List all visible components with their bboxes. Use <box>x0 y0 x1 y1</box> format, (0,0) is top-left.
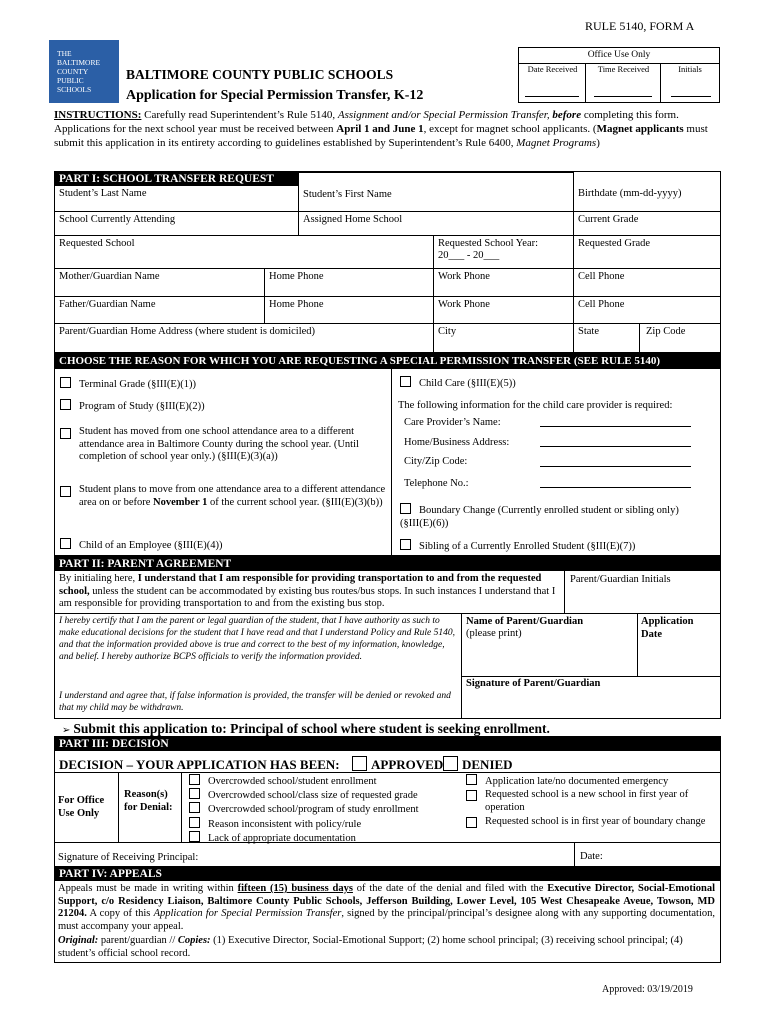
approved-option[interactable] <box>352 756 443 772</box>
zip-label: Zip Code <box>646 326 686 337</box>
denial-reason-option[interactable] <box>466 788 716 814</box>
appeals-text-part: of the date of the denial and filed with the <box>352 883 548 894</box>
provider-city-field[interactable] <box>540 466 691 467</box>
denial-reason-label: Reason inconsistent with policy/rule <box>208 818 362 830</box>
time-received-field[interactable] <box>594 96 652 97</box>
school-attending-label: School Currently Attending <box>59 214 176 225</box>
original-value: parent/guardian // <box>98 935 178 946</box>
child-care-info: The following information for the child care provider is required: <box>398 400 673 411</box>
appeals-form-name: Application for Special Permission Transfer <box>153 908 342 920</box>
child-care-label: Child Care (§III(E)(5)) <box>419 378 516 389</box>
birthdate-field[interactable] <box>574 172 720 212</box>
employee-checkbox[interactable] <box>60 538 71 549</box>
sibling-checkbox[interactable] <box>400 539 411 550</box>
principal-date-field[interactable] <box>610 844 718 866</box>
copies-label: Copies: <box>177 935 211 946</box>
denial-reason-checkbox[interactable] <box>189 817 200 828</box>
parent-signature-label: Signature of Parent/Guardian <box>466 678 601 689</box>
instructions-text: Carefully read Superintendent’s Rule 5140, <box>141 109 338 121</box>
arrow-icon: ➢ <box>62 725 71 736</box>
logo-line: SCHOOLS <box>57 85 92 94</box>
cell-phone-label: Cell Phone <box>578 271 625 282</box>
appeals-text-part: , signed by the principal/principal’s designee along with any supporting documentation, must accompany your appeal. <box>58 908 715 932</box>
part3-title: PART III: DECISION <box>55 737 720 751</box>
city-field[interactable] <box>434 324 574 352</box>
requested-school-label: Requested School <box>59 238 135 249</box>
parent-signature-field[interactable] <box>462 692 720 718</box>
requested-year-label: Requested School Year: <box>438 238 539 249</box>
instructions-text: completing this form. Applications for the next school year must be received between <box>54 109 679 135</box>
approved-date: Approved: 03/19/2019 <box>602 984 693 995</box>
cell-phone-label: Cell Phone <box>578 299 625 310</box>
mother-name-label: Mother/Guardian Name <box>59 271 160 282</box>
parent-initials-label: Parent/Guardian Initials <box>570 574 671 585</box>
moved-label: Student has moved from one school attendance area to a different attendance area in Baltimore County during the school year. (Until completion of school year only.) (§III(E)(3)(a)) <box>79 426 359 462</box>
principal-signature-label: Signature of Receiving Principal: <box>58 852 199 863</box>
logo-line: PUBLIC <box>57 76 84 85</box>
requested-year-blank: 20___ - 20___ <box>438 250 500 261</box>
denial-reason-checkbox[interactable] <box>466 774 477 785</box>
instructions-magnet-rule: Magnet Programs <box>516 137 597 149</box>
application-date-label: Application Date <box>641 616 694 640</box>
office-use-box <box>518 47 720 103</box>
instructions-magnet: Magnet applicants <box>596 123 684 135</box>
submit-text: Submit this application to: Principal of school where student is seeking enrollment. <box>73 721 550 736</box>
current-grade-field[interactable] <box>574 212 720 236</box>
home-address-label: Parent/Guardian Home Address (where student is domiciled) <box>59 326 316 337</box>
provider-address-label: Home/Business Address: <box>404 437 510 448</box>
home-school-label: Assigned Home School <box>303 214 403 225</box>
transport-agreement <box>59 573 559 611</box>
program-of-study-label: Program of Study (§III(E)(2)) <box>79 401 205 412</box>
birthdate-label: Birthdate (mm-dd-yyyy) <box>578 188 682 199</box>
denial-reason-label: Overcrowded school/program of study enrollment <box>208 804 419 816</box>
provider-phone-field[interactable] <box>540 487 691 488</box>
denial-reason-option[interactable] <box>189 788 419 802</box>
original-label: Original: <box>58 935 99 946</box>
instructions-rule-title: Assignment and/or Special Permission Transfer, <box>337 109 550 121</box>
transport-emphasis: I understand that I am responsible for providing transportation to and from the requested school, <box>59 573 542 597</box>
boundary-option[interactable] <box>400 503 710 530</box>
parent-name-sub: (please print) <box>466 628 522 639</box>
approved-label: APPROVED <box>371 757 444 772</box>
father-home-phone-field[interactable] <box>265 297 434 324</box>
work-phone-label: Work Phone <box>438 271 490 282</box>
transport-text: unless the student can be accommodated by existing bus routes/bus stops. In such instances I understand that I am responsible for providing transportation to and from the existing bus stop. <box>59 585 556 609</box>
school-attending-field[interactable] <box>55 212 299 236</box>
office-use-title: Office Use Only <box>519 48 719 64</box>
mother-cell-phone-field[interactable] <box>574 269 720 297</box>
child-care-checkbox[interactable] <box>400 376 411 387</box>
denial-reason-option[interactable] <box>466 774 716 788</box>
form-title: Application for Special Permission Transfer, K-12 <box>126 88 424 103</box>
provider-address-field[interactable] <box>540 446 691 447</box>
date-received-field[interactable] <box>525 96 579 97</box>
application-date-field[interactable] <box>638 644 720 675</box>
denial-reason-label: Overcrowded school/student enrollment <box>208 776 377 787</box>
father-name-label: Father/Guardian Name <box>59 299 156 310</box>
denial-reason-option[interactable] <box>189 802 419 816</box>
parent-name-field[interactable] <box>462 642 636 675</box>
father-cell-phone-field[interactable] <box>574 297 720 324</box>
mother-home-phone-field[interactable] <box>265 269 434 297</box>
denied-checkbox[interactable] <box>443 756 458 771</box>
denial-reason-checkbox[interactable] <box>189 774 200 785</box>
logo-line: COUNTY <box>57 67 89 76</box>
plans-to-move-label: Student plans to move from one attendance area to a different attendance area on or before <box>79 484 386 508</box>
false-info-statement: I understand and agree that, if false information is provided, the transfer will be denied or revoked and that my child may be withdrawn. <box>59 691 451 713</box>
principal-signature-field[interactable] <box>210 844 573 866</box>
appeals-text-part: Appeals must be made in writing within <box>58 883 238 894</box>
instructions-emphasis: before <box>552 109 582 121</box>
denial-reasons-left <box>189 774 419 845</box>
denial-reason-checkbox[interactable] <box>189 831 200 842</box>
certify-statement: I hereby certify that I am the parent or legal guardian of the student, that I have authority as such to make educational decisions for the student that I have read and that I understand Policy and Rule 5140, and that the information provided above is true and correct to the best of my information, knowledge, and belief. I hereby authorize BCPS officials to verify the information provided. <box>59 616 455 662</box>
student-first-name-field[interactable] <box>299 172 574 212</box>
student-last-name-field[interactable] <box>55 186 299 212</box>
state-field[interactable] <box>574 324 640 352</box>
plans-to-move-label: of the current school year. (§III(E)(3)(b)) <box>207 496 383 508</box>
denial-reasons-right <box>466 774 716 828</box>
approved-checkbox[interactable] <box>352 756 367 771</box>
sibling-label: Sibling of a Currently Enrolled Student (§III(E)(7)) <box>419 541 636 552</box>
employee-option[interactable] <box>60 538 222 553</box>
sibling-option[interactable] <box>400 539 635 554</box>
terminal-grade-checkbox[interactable] <box>60 377 71 388</box>
distribution-text <box>58 935 715 960</box>
denied-label: DENIED <box>462 757 513 772</box>
child-care-option[interactable] <box>400 376 516 391</box>
requested-grade-field[interactable] <box>574 236 720 269</box>
plans-to-move-option[interactable] <box>60 484 389 509</box>
home-phone-label: Home Phone <box>269 299 324 310</box>
instructions-text: ) <box>596 137 600 149</box>
date-received-label: Date Received <box>527 64 578 74</box>
reasons-for-denial-label: Reason(s) for Denial: <box>124 789 173 813</box>
instructions <box>54 108 734 150</box>
time-received-label: Time Received <box>597 64 650 74</box>
appeals-text-part: A copy of this <box>86 908 154 920</box>
plans-to-move-checkbox[interactable] <box>60 486 71 497</box>
initials-field[interactable] <box>671 96 711 97</box>
provider-phone-label: Telephone No.: <box>404 478 469 489</box>
instructions-label: INSTRUCTIONS: <box>54 109 142 121</box>
reasons-title: CHOOSE THE REASON FOR WHICH YOU ARE REQUESTING A SPECIAL PERMISSION TRANSFER (SEE RULE 5140) <box>55 354 720 369</box>
moved-option[interactable] <box>60 426 389 464</box>
student-first-name-label: Student’s First Name <box>303 189 392 200</box>
principal-date-label: Date: <box>580 851 603 862</box>
denial-reason-checkbox[interactable] <box>466 790 477 801</box>
denial-reason-option[interactable] <box>189 831 419 845</box>
father-work-phone-field[interactable] <box>434 297 574 324</box>
instructions-text: must submit this application in its entirety according to guidelines established by Superintendent’s Rule 6400, <box>54 123 708 149</box>
decision-label: DECISION – YOUR APPLICATION HAS BEEN: <box>59 757 340 772</box>
denial-reason-label: Requested school is in first year of boundary change <box>485 815 706 827</box>
denial-reason-checkbox[interactable] <box>189 802 200 813</box>
requested-school-field[interactable] <box>55 236 434 269</box>
work-phone-label: Work Phone <box>438 299 490 310</box>
provider-city-label: City/Zip Code: <box>404 456 468 467</box>
instructions-text: , except for magnet school applicants. ( <box>423 123 597 135</box>
denial-reason-option[interactable] <box>189 817 419 831</box>
provider-name-field[interactable] <box>540 426 691 427</box>
copies-value: (1) Executive Director, Social-Emotional Support; (2) home school principal; (3) receiving school principal; (4) student’s official school record. <box>58 935 683 959</box>
employee-label: Child of an Employee (§III(E)(4)) <box>79 540 223 551</box>
transport-text: By initialing here, <box>59 573 138 584</box>
denial-reason-label: Lack of appropriate documentation <box>208 832 356 844</box>
requested-grade-label: Requested Grade <box>578 238 651 249</box>
mother-name-field[interactable] <box>55 269 265 297</box>
logo-line: BALTIMORE <box>57 58 101 67</box>
plans-to-move-date: November 1 <box>153 496 208 508</box>
program-of-study-option[interactable] <box>60 399 205 414</box>
mother-work-phone-field[interactable] <box>434 269 574 297</box>
boundary-checkbox[interactable] <box>400 503 411 514</box>
zip-field[interactable] <box>640 324 720 352</box>
boundary-label: Boundary Change (Currently enrolled student or sibling only) (§III(E)(6)) <box>400 505 679 529</box>
appeals-address: Executive Director, Social-Emotional Support, c/o Residency Liaison, Baltimore County Public Schools, Jefferson Building, Lower Level, 105 West Chesapeake Aveue, Towson, MD 21204. <box>58 883 715 920</box>
parent-initials-field[interactable] <box>565 588 720 612</box>
father-name-field[interactable] <box>55 297 265 324</box>
denial-reason-option[interactable] <box>466 815 716 828</box>
terminal-grade-label: Terminal Grade (§III(E)(1)) <box>79 379 197 390</box>
provider-name-label: Care Provider’s Name: <box>404 417 501 428</box>
requested-year-field[interactable] <box>434 236 574 269</box>
student-last-name-label: Student’s Last Name <box>59 188 147 199</box>
parent-name-label: Name of Parent/Guardian <box>466 616 584 627</box>
rule-label: RULE 5140, FORM A <box>585 19 695 33</box>
part1-title: PART I: SCHOOL TRANSFER REQUEST <box>55 172 299 186</box>
denial-reason-checkbox[interactable] <box>189 788 200 799</box>
denied-option[interactable] <box>443 756 513 772</box>
home-school-field[interactable] <box>299 212 574 236</box>
initials-label: Initials <box>678 64 702 74</box>
terminal-grade-option[interactable] <box>60 377 196 392</box>
instructions-dates: April 1 and June 1 <box>336 123 424 135</box>
home-phone-label: Home Phone <box>269 271 324 282</box>
current-grade-label: Current Grade <box>578 214 639 225</box>
denial-reason-option[interactable] <box>189 774 419 788</box>
program-of-study-checkbox[interactable] <box>60 399 71 410</box>
part2-title: PART II: PARENT AGREEMENT <box>55 557 720 571</box>
part4-title: PART IV: APPEALS <box>55 867 720 881</box>
bcps-logo <box>49 40 119 103</box>
denial-reason-label: Application late/no documented emergency <box>485 776 669 787</box>
home-address-field[interactable] <box>55 324 434 352</box>
appeals-deadline: fifteen (15) business days <box>237 883 353 894</box>
logo-line: THE <box>57 49 72 58</box>
denial-reason-label: Requested school is a new school in first year of operation <box>485 789 689 814</box>
city-label: City <box>438 326 457 337</box>
office-use-only-label: For Office Use Only <box>58 795 105 819</box>
org-name: BALTIMORE COUNTY PUBLIC SCHOOLS <box>126 67 394 82</box>
appeals-text <box>58 883 715 933</box>
moved-checkbox[interactable] <box>60 428 71 439</box>
state-label: State <box>578 326 599 337</box>
denial-reason-label: Overcrowded school/class size of requested grade <box>208 790 418 802</box>
denial-reason-checkbox[interactable] <box>466 817 477 828</box>
